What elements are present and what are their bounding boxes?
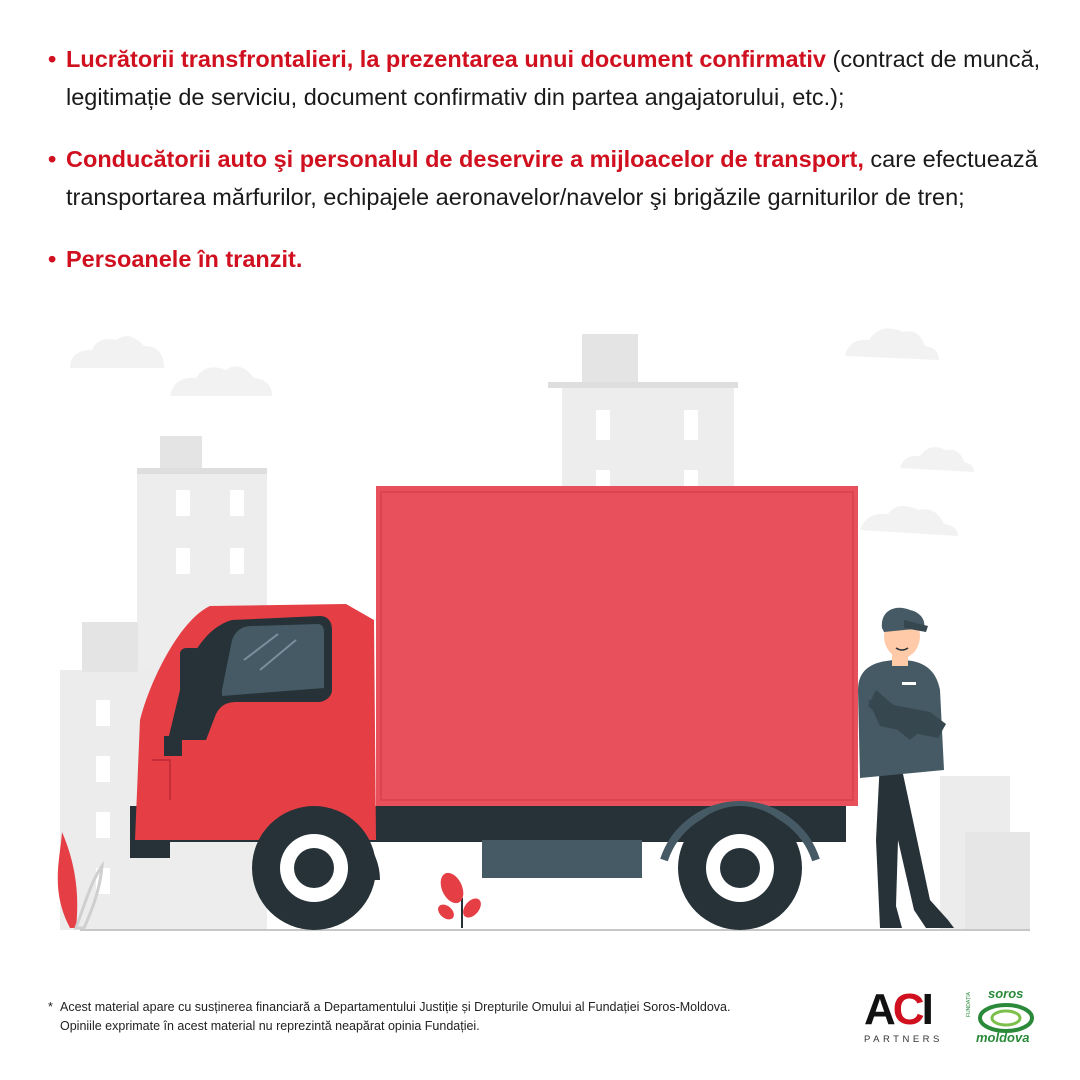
bullet-list <box>48 40 1048 302</box>
aci-logo-i: I <box>921 985 931 1034</box>
truck-illustration <box>0 300 1080 960</box>
bullet-item-transit <box>48 240 1048 278</box>
soros-moldova-logo <box>968 986 1038 1050</box>
footer-note-text: Acest material apare cu susținerea financiară a Departamentului Justiție și Drepturile Omului al Fundației Soros-Moldova. Opiniile exprimate în acest material nu reprezintă neapărat opinia Fundației. <box>60 1000 731 1033</box>
soros-logo-bottom: moldova <box>976 1030 1030 1045</box>
soros-fund-label: FUNDAȚIA <box>966 992 972 1017</box>
bullet-item-drivers <box>48 140 1048 216</box>
bullet-dot: • <box>48 246 57 272</box>
bullet-text: care efectuează transportarea mărfurilor, echipajele aeronavelor/navelor şi brigăzile garniturilor de tren; <box>66 146 1038 210</box>
bullet-text: (contract de muncă, legitimație de serviciu, document confirmativ din partea angajatorului, etc.); <box>66 46 1041 110</box>
aci-logo-c: C <box>892 985 922 1034</box>
bullet-highlight: Lucrătorii transfrontalieri, la prezentarea unui document confirmativ <box>66 46 826 72</box>
aci-logo-a: A <box>864 985 893 1034</box>
soros-logo-top: soros <box>988 986 1024 1001</box>
footnote-star: * <box>48 1000 53 1014</box>
bullet-dot: • <box>48 46 57 72</box>
driver-person <box>858 608 954 928</box>
truck-cargo-box <box>376 486 858 806</box>
bullet-highlight: Conducătorii auto şi personalul de deservire a mijloacelor de transport, <box>66 146 864 172</box>
bullet-highlight: Persoanele în tranzit. <box>66 246 303 272</box>
footer-disclaimer <box>48 998 768 1036</box>
bullet-item-cross-border-workers <box>48 40 1048 116</box>
bullet-dot: • <box>48 146 57 172</box>
side-mirror <box>180 648 202 704</box>
aci-partners-logo <box>862 985 946 1048</box>
plant-icon-center <box>435 869 484 928</box>
aci-logo-subtitle: PARTNERS <box>864 1034 943 1045</box>
